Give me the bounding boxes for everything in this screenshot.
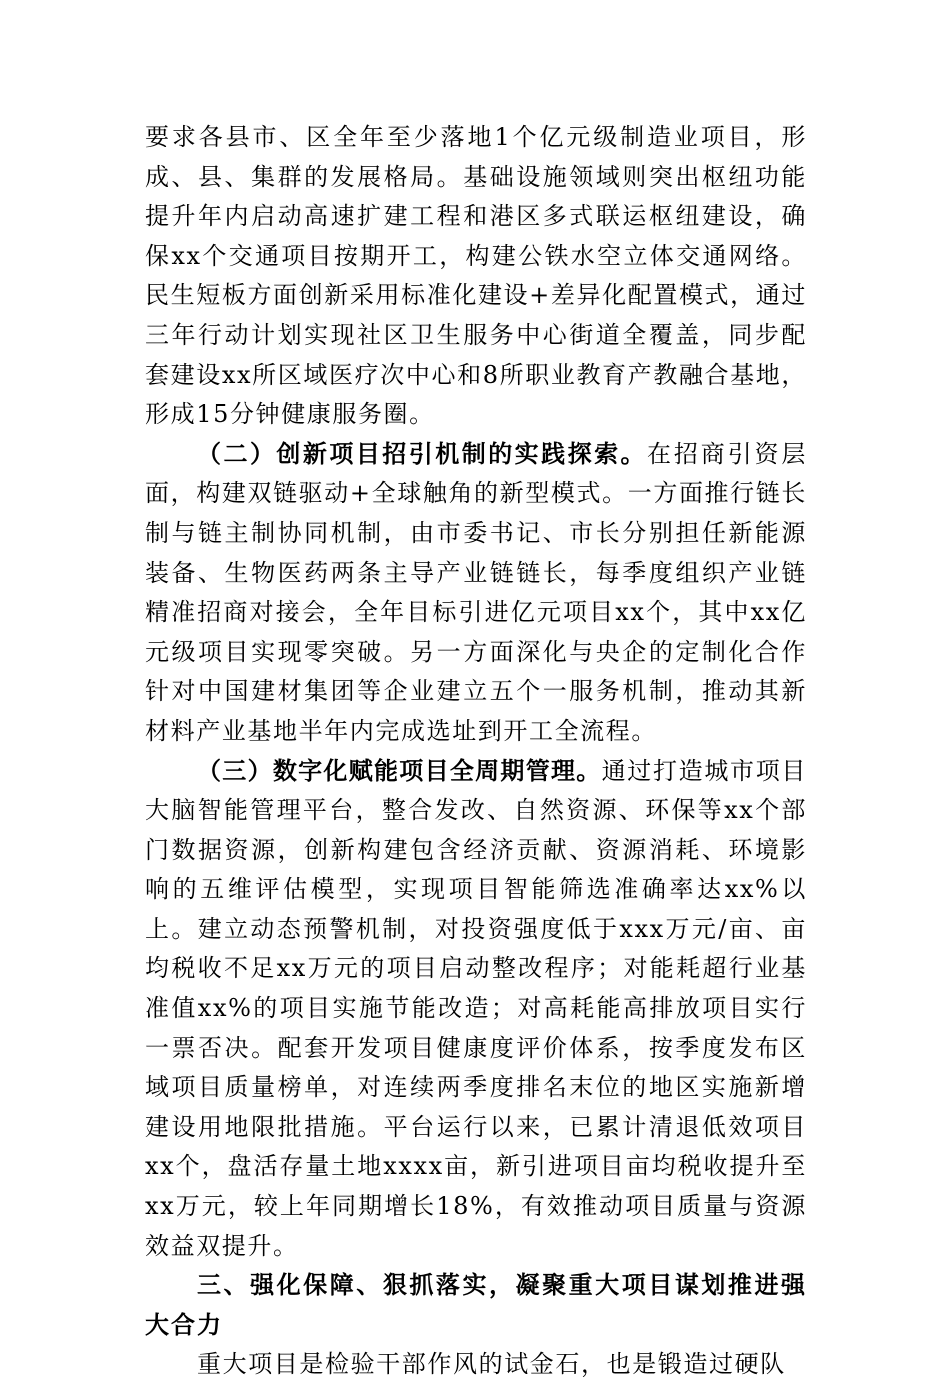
paragraph-digital-management-text: 通过打造城市项目大脑智能管理平台，整合发改、自然资源、环保等xx个部门数据资源，创新构建包含经济贡献、资源消耗、环境影响的五维评估模型，实现项目智能筛选准确率达xx%以上。建立动态预警机制，对投资强度低于xxx万元/亩、亩均税收不足xx万元的项目启动整改程序；对能耗超行业基准值xx%的项目实施节能改造；对高耗能高排放项目实行一票否决。配套开发项目健康度评价体系，按季度发布区域项目质量榜单，对连续两季度排名末位的地区实施新增建设用地限批措施。平台运行以来，已累计清退低效项目xx个，盘活存量土地xxxx亩，新引进项目亩均税收提升至xx万元，较上年同期增长18%，有效推动项目质量与资源效益双提升。 — [145, 756, 807, 1260]
paragraph-infrastructure-livelihood: 要求各县市、区全年至少落地1个亿元级制造业项目，形成、县、集群的发展格局。基础设施领域则突出枢纽功能提升年内启动高速扩建工程和港区多式联运枢纽建设，确保xx个交通项目按期开工，构建公铁水空立体交通网络。民生短板方面创新采用标准化建设+差异化配置模式，通过三年行动计划实现社区卫生服务中心街道全覆盖，同步配套建设xx所区域医疗次中心和8所职业教育产教融合基地，形成15分钟健康服务圈。 — [145, 123, 807, 429]
paragraph-cadre-style: 重大项目是检验干部作风的试金石，也是锻造过硬队 — [197, 1350, 786, 1379]
subheading-digital-management: （三）数字化赋能项目全周期管理。 — [197, 756, 602, 785]
document-body — [145, 118, 807, 1385]
paragraph-digital-management — [145, 752, 807, 1267]
section-heading-three: 三、强化保障、狠抓落实，凝聚重大项目谋划推进强大合力 — [145, 1271, 807, 1339]
subheading-investment-mechanism: （二）创新项目招引机制的实践探索。 — [197, 439, 648, 468]
paragraph-investment-mechanism-text: 在招商引资层面，构建双链驱动+全球触角的新型模式。一方面推行链长制与链主制协同机制，由市委书记、市长分别担任新能源装备、生物医药两条主导产业链链长，每季度组织产业链精准招商对接会，全年目标引进亿元项目xx个，其中xx亿元级项目实现零突破。另一方面深化与央企的定制化合作针对中国建材集团等企业建立五个一服务机制，推动其新材料产业基地半年内完成选址到开工全流程。 — [145, 439, 807, 745]
paragraph-investment-mechanism — [145, 435, 807, 752]
